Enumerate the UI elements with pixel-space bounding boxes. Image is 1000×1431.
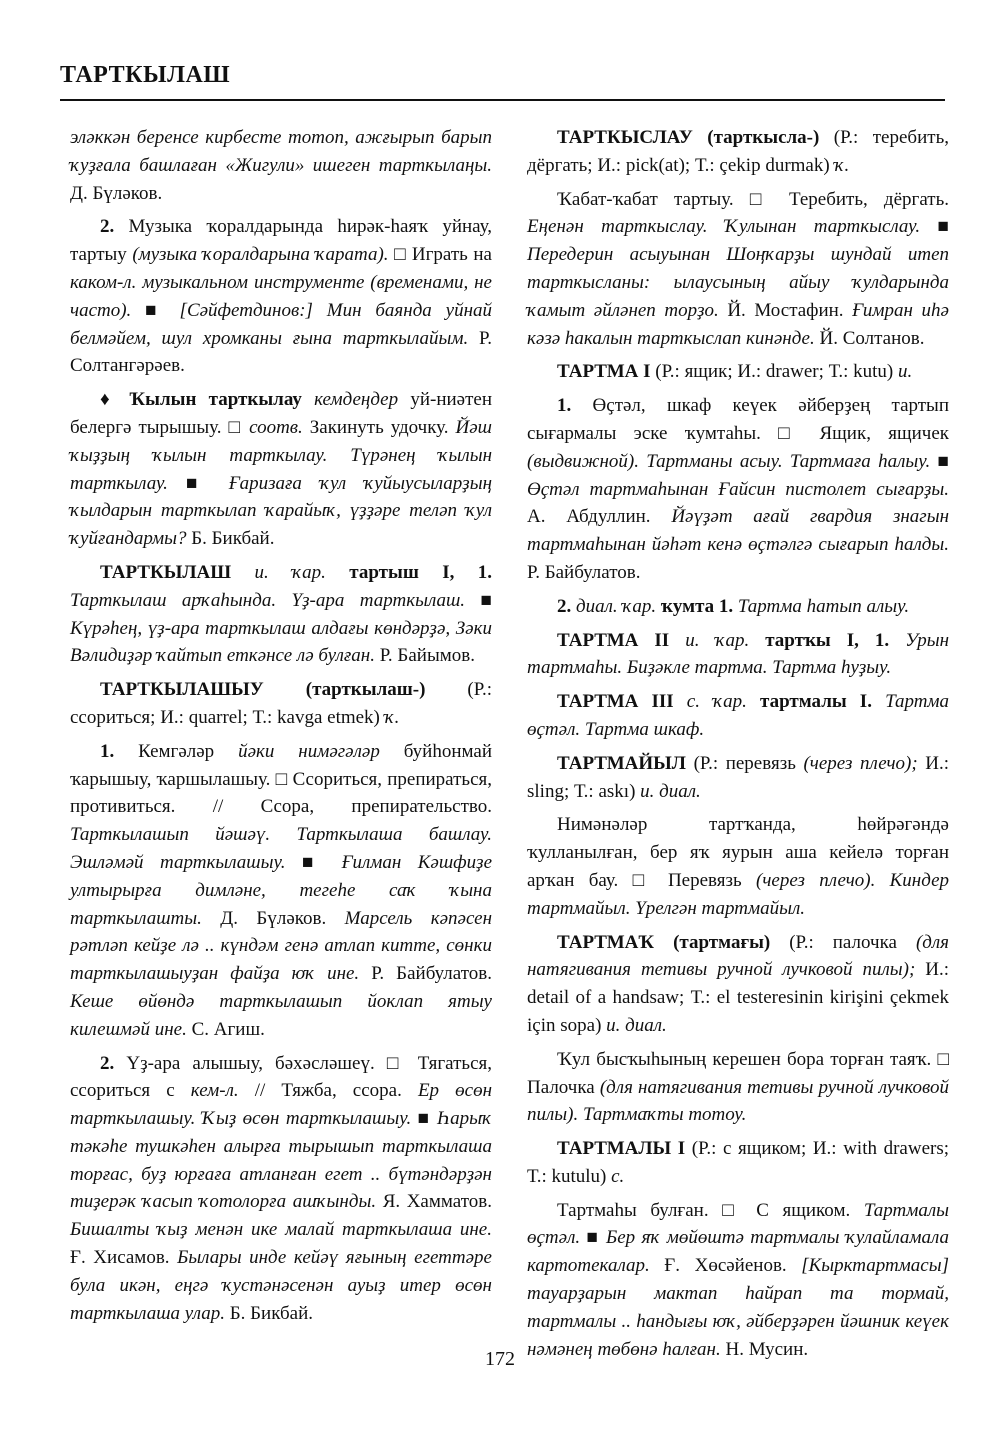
headword-text: 2. bbox=[100, 1052, 115, 1074]
italic-text: Йәш ҡыҙҙың ҡылын тарткылау. Түрәнең ҡылын тарткылау. bbox=[70, 416, 492, 494]
headword-text: тартыш I, 1. bbox=[349, 561, 493, 583]
entry-text: Ҡабат-ҡабат тартыу. □ Теребить, дёргать. bbox=[557, 188, 949, 210]
italic-text: с. bbox=[611, 1165, 625, 1187]
entry-text: ■ bbox=[920, 216, 949, 238]
entry-text: Д. Бүләков. bbox=[201, 907, 345, 929]
entry-paragraph bbox=[527, 593, 949, 621]
italic-text: (через плечо); bbox=[803, 752, 918, 774]
italic-text: (музыка ҡоралдарына ҡарата). bbox=[132, 244, 389, 266]
running-header: ТАРТКЫЛАШ bbox=[60, 62, 231, 88]
italic-text: [Кырктартмасы] тауарҙарын мактап һайрап та тормай, тартмалы .. һандығы юҡ, әйберҙәрен йәшник кеүек нәмәнең төбөнә һалған. bbox=[527, 1255, 949, 1360]
headword-text: ТАРТМА I bbox=[557, 361, 651, 383]
italic-text: Бер яҡ мөйөштә тартмалы ҡулайламала картотекалар. bbox=[527, 1227, 949, 1277]
entry-text: Б. Бикбай. bbox=[186, 528, 275, 550]
headword-text: ТАРТМА III bbox=[557, 691, 674, 713]
italic-text: Передерин асыуынан Шоңҡарҙы шундай итеп тарткысланы: ылаусының айыу ҡулдарында ҡамыт әйләнеп торҙо. bbox=[527, 244, 949, 321]
entry-paragraph bbox=[527, 124, 949, 180]
italic-text: Күрәһең, үҙ-ара тарткылаш алдағы көндәрҙә, Зәки Вәлидиҙәр ҡайтып еткәнсе лә булған. bbox=[70, 617, 492, 667]
entry-text: Р. Байымов. bbox=[374, 645, 475, 667]
italic-text: кем-л. bbox=[190, 1080, 239, 1102]
entry-paragraph bbox=[70, 124, 492, 207]
entry-paragraph bbox=[70, 1050, 492, 1328]
italic-text: Урын тартмаһы. Биҙәкле тартма. Тартма һуҙыу. bbox=[527, 629, 950, 679]
italic-text: ҡ. bbox=[384, 706, 400, 728]
italic-text: (через плечо). Киндер тартмайыл. Үрелгән тартмайыл. bbox=[527, 869, 949, 919]
headword-text: ТАРТМАЙЫЛ bbox=[557, 752, 686, 774]
italic-text: Еңенән тарткыслау. Ҡулынан тарткыслау. bbox=[527, 216, 921, 238]
italic-text: Тартма һатып алыу. bbox=[737, 595, 910, 617]
entry-text: Ҡул бысҡыһының керешен бора торған таяҡ. □ Палочка bbox=[527, 1048, 949, 1098]
italic-text: Йәүҙәт ағай гвардия знагын тартмаһынан йәһәт кенә өҫтәлгә сығарып һалды. bbox=[527, 506, 949, 556]
entry-paragraph bbox=[527, 750, 949, 806]
entry-text bbox=[231, 562, 254, 583]
headword-text: ТАРТМАҠ (тартмағы) bbox=[557, 931, 771, 953]
italic-text: диал. ҡар. bbox=[576, 595, 657, 617]
entry-paragraph bbox=[527, 1046, 949, 1129]
entry-text: Ғ. Хисамов. bbox=[70, 1247, 178, 1269]
headword-text: ♦ Ҡылын тарткылау bbox=[100, 389, 302, 411]
entry-text: уй-ниәтен белергә тырышыу. □ bbox=[70, 389, 493, 438]
headword-text: 1. bbox=[557, 395, 572, 417]
left-column bbox=[70, 124, 492, 1333]
italic-text: (выдвижной). Тартманы асыу. Тартмаға һалыу. bbox=[527, 450, 931, 472]
italic-text: (для натягивания тетивы ручной лучковой пилы); bbox=[527, 931, 949, 981]
entry-text: Ғ. Хөсәйенов. bbox=[649, 1255, 802, 1277]
entry-paragraph bbox=[70, 559, 492, 670]
entry-text: Й. Мостафин. bbox=[718, 299, 853, 321]
italic-text: кемдеңдер bbox=[314, 389, 399, 411]
entry-text: ■ bbox=[131, 299, 180, 321]
italic-text: Кеше өйөндә тарткылашып йоклап ятыу килешмәй ине. bbox=[70, 990, 492, 1040]
entry-text bbox=[747, 691, 760, 712]
italic-text: и. ҡар. bbox=[685, 629, 750, 651]
italic-text: Тартмалы өҫтәл. bbox=[527, 1199, 949, 1249]
italic-text: Ғилман Кәшфиҙе ултырырға димләне, тегеһе саҡ ҡына тарткылашты. bbox=[70, 851, 493, 929]
entry-paragraph bbox=[527, 811, 949, 922]
italic-text: ҡ. bbox=[834, 154, 850, 176]
headword-text: ҡумта 1. bbox=[660, 595, 734, 617]
entry-text: Тартмаһы булған. □ С ящиком. bbox=[557, 1199, 864, 1221]
entry-paragraph bbox=[527, 186, 949, 353]
entry-text: Үҙ-ара алышыу, бәхәсләшеү. □ Тягаться, ссориться с bbox=[70, 1052, 492, 1102]
entry-paragraph bbox=[70, 386, 492, 553]
italic-text: Ер өсөн тарткылашыу. Ҡыҙ өсөн тарткылашыу. bbox=[70, 1080, 493, 1130]
italic-text: Һарыҡ тәкәһе тушкәһен алырға тырышып тарткылаша торғас, буҙ юрғаға атланған егет .. бүтәндәрҙән тиҙерәк ҡасып ҡотолорға ашҡынды. bbox=[70, 1108, 492, 1213]
italic-text: нимәгәләр bbox=[298, 740, 380, 762]
entry-text: (Р.: палочка bbox=[770, 931, 916, 953]
italic-text: и. диал. bbox=[606, 1014, 667, 1036]
entry-text: ■ bbox=[411, 1108, 438, 1130]
entry-text: Я. Хамматов. bbox=[376, 1191, 492, 1213]
italic-text: Марсель кәпәсен рәтләп кейҙе лә .. күндәм генә атлап китте, сөнки тарткылашыуҙан файҙа юҡ ине. bbox=[70, 907, 492, 985]
entry-text: (Р.: с ящиком; И.: with drawers; Т.: kutulu) bbox=[527, 1138, 949, 1187]
entry-paragraph bbox=[70, 213, 492, 380]
italic-text: (для натягивания тетивы ручной лучковой пилы). Тартмаҡты тотоу. bbox=[527, 1076, 949, 1126]
entry-text: (Р.: теребить, дёргать; И.: pick(at); Т.: çekip durmak) bbox=[527, 127, 949, 176]
entry-text: (Р.: ящик; И.: drawer; Т.: kutu) bbox=[650, 361, 898, 383]
headword-text: тартҡы I, 1. bbox=[765, 629, 890, 651]
headword-text: 2. bbox=[100, 216, 115, 238]
entry-text: Р. Байбулатов. bbox=[527, 561, 641, 583]
headword-text: 1. bbox=[100, 740, 115, 762]
entry-paragraph bbox=[527, 1197, 949, 1364]
entry-paragraph bbox=[70, 738, 492, 1044]
italic-text: и. диал. bbox=[640, 780, 701, 802]
italic-text: [Сәйфетдинов:] Мин баянда уйнай белмәйем, шул хромканы ғына тарткылайым. bbox=[70, 299, 492, 349]
entry-text bbox=[674, 691, 687, 712]
italic-text: с. ҡар. bbox=[686, 691, 747, 713]
entry-text bbox=[326, 562, 349, 583]
entry-text: Н. Мусин. bbox=[720, 1338, 809, 1360]
entry-text: Нимәнәләр тартҡанда, һөйрәгәндә ҡулланылған, бер яҡ яурын аша кейелә торған арҡан бау. □ Перевязь bbox=[527, 814, 949, 891]
headword-text: ТАРТМАЛЫ I bbox=[557, 1138, 686, 1160]
entry-text: Кемгәләр bbox=[114, 740, 239, 762]
entry-text bbox=[274, 741, 298, 762]
headword-text: тартмалы I. bbox=[760, 691, 872, 713]
entry-text: Р. Солтангәрәев. bbox=[70, 327, 492, 377]
entry-paragraph bbox=[527, 392, 949, 587]
entry-text: Өҫтәл, шкаф кеүек әйберҙең тартып сығармалы эске ҡумтаһы. □ Ящик, ящичек bbox=[527, 395, 949, 444]
italic-text: Ғаризаға ҡул ҡуйыусыларҙың ҡылдарын тарткылап ҡарайыҡ, үҙҙәре теләп ҡул ҡуйғандармы? bbox=[70, 472, 492, 550]
entry-paragraph bbox=[527, 358, 949, 386]
entry-text: Музыка ҡоралдарында һирәк-һаяҡ уйнау, тартыу bbox=[70, 216, 492, 266]
headword-text: 2. bbox=[557, 595, 572, 617]
entry-paragraph bbox=[527, 1135, 949, 1191]
entry-text: И.: sling; Т.: askı) bbox=[527, 752, 950, 802]
entry-text: С. Агиш. bbox=[186, 1018, 265, 1040]
headword-text: ТАРТКЫЛАШ bbox=[100, 561, 232, 583]
entry-paragraph bbox=[527, 688, 949, 744]
italic-text: каком-л. музыкальном инструменте (временами, не часто). bbox=[70, 271, 492, 321]
italic-text: Тартма өҫтәл. Тартма шкаф. bbox=[527, 691, 950, 740]
entry-text: И.: detail of a handsaw; Т.: el testeresinin kirişini çekmek için sopa) bbox=[527, 959, 949, 1036]
entry-text: Д. Бүләков. bbox=[70, 182, 163, 204]
entry-text: // Тяжба, ссора. bbox=[238, 1080, 418, 1102]
entry-text: ■ bbox=[930, 450, 950, 472]
entry-text: Б. Бикбай. bbox=[224, 1302, 313, 1324]
entry-text: (Р.: ссориться; И.: quarrel; Т.: kavga etmek) bbox=[70, 679, 492, 728]
entry-paragraph bbox=[70, 676, 492, 732]
entry-text bbox=[669, 630, 685, 651]
entry-text: Й. Солтанов. bbox=[814, 327, 925, 349]
italic-text: и. bbox=[897, 361, 913, 383]
entry-text: А. Абдуллин. bbox=[527, 506, 672, 528]
entry-paragraph bbox=[527, 929, 949, 1040]
entry-text: Закинуть удочку. bbox=[302, 416, 456, 438]
italic-text: Бишалты ҡыҙ менән ике малай тарткылаша ине. bbox=[70, 1219, 492, 1241]
header-rule bbox=[60, 99, 945, 101]
italic-text: соотв. bbox=[249, 416, 303, 438]
entry-text: ■ bbox=[465, 589, 492, 611]
entry-text bbox=[749, 630, 765, 651]
headword-text: ТАРТКЫСЛАУ (тарткысла-) bbox=[557, 127, 820, 148]
headword-text: ТАРТМА II bbox=[557, 629, 670, 651]
italic-text: Тарткылашып йәшәү. Тарткылаша башлау. Эшләмәй тарткылашыу. bbox=[70, 824, 492, 873]
right-column bbox=[527, 124, 949, 1369]
entry-text: □ Играть на bbox=[388, 244, 492, 266]
italic-text: и. ҡар. bbox=[254, 561, 326, 583]
entry-text bbox=[302, 389, 314, 410]
italic-text: эләккән беренсе кирбесте тотоп, ажғырып барып ҡуҙғала башлаған «Жигули» ишеген тарткылаңы. bbox=[70, 127, 492, 176]
italic-text: Тарткылаш арҡаһында. Үҙ-ара тарткылаш. bbox=[70, 589, 466, 611]
headword-text: ТАРТКЫЛАШЫУ (тарткылаш-) bbox=[100, 679, 426, 701]
italic-text: йәки bbox=[238, 740, 275, 762]
entry-text: ■ bbox=[580, 1227, 607, 1249]
entry-text bbox=[889, 630, 905, 651]
italic-text: Былары инде кейәү яғының егеттәре була икән, еңгә ҡустәнәсенән ауыҙ итер өсөн тарткылаша улар. bbox=[70, 1247, 492, 1324]
entry-text: буйһонмай ҡарышыу, ҡаршылашыу. □ Ссориться, препираться, противиться. // Ссора, препирательство. bbox=[70, 740, 493, 818]
entry-paragraph bbox=[527, 627, 949, 683]
entry-text: Р. Байбулатов. bbox=[359, 963, 492, 985]
entry-text bbox=[872, 691, 885, 712]
entry-text: ■ bbox=[285, 851, 342, 873]
entry-text: ■ bbox=[167, 472, 229, 494]
page-number: 172 bbox=[485, 1348, 515, 1370]
italic-text: Ғимран иһә кәзә һакалын тарткыслап кинәнде. bbox=[527, 299, 949, 349]
entry-text: (Р.: перевязь bbox=[685, 752, 804, 774]
italic-text: Өҫтәл тартмаһынан Ғайсин пистолет сығарҙы. bbox=[527, 478, 949, 500]
